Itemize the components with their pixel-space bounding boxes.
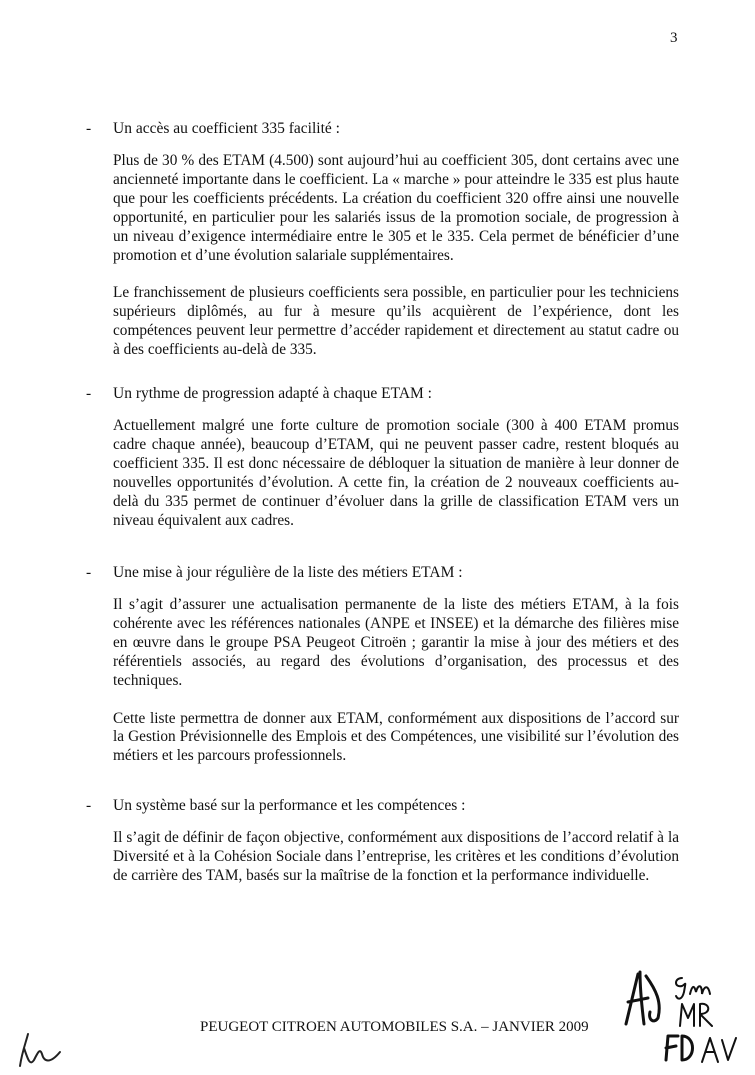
paragraph: Cette liste permettra de donner aux ETAM, conformément aux dispositions de l’accord sur la Gestion Prévisionnelle des Emplois et des Compétences, une visibilité sur l’évolution des métiers et les parcours professionnels. [113,709,679,765]
section-coefficient-335 [0,118,755,360]
paragraph: Il s’agit de définir de façon objective, conformément aux dispositions de l’accord relatif à la Diversité et à la Cohésion Sociale dans l’entreprise, les critères et les conditions d’évolution de carrière des TAM, basés sur la maîtrise de la fonction et la performance individuelle. [113,829,679,884]
handwritten-initials-av [700,1034,744,1064]
handwritten-initial-left [14,1030,64,1070]
section-heading: Un accès au coefficient 335 facilité : [113,120,340,137]
paragraph: Plus de 30 % des ETAM (4.500) sont aujourd’hui au coefficient 305, dont certains avec une ancienneté importante dans le coefficient. La « marche » pour atteindre le 335 est plus haute que pour les coefficients précédents. La création du coefficient 320 offre ainsi une nouvelle opportunité, en particulier pour les salariés issus de la promotion sociale, de progression à un niveau d’exigence intermédiaire entre le 305 et le 335. Cela permet de bénéficier d’une promotion et d’une évolution salariale supplémentaires. [113,152,679,264]
bullet-dash: - [86,120,92,137]
page-number: 3 [670,30,678,46]
section-performance-competences [0,795,755,886]
section-rythme-progression [0,383,755,530]
section-heading: Un système basé sur la performance et les compétences : [113,797,466,814]
handwritten-initials-mr [676,1000,718,1030]
section-heading: Une mise à jour régulière de la liste des métiers ETAM : [113,564,463,581]
handwritten-initials-fd [660,1032,700,1064]
section-heading: Un rythme de progression adapté à chaque ETAM : [113,385,432,402]
bullet-dash: - [86,797,92,814]
paragraph: Le franchissement de plusieurs coefficients sera possible, en particulier pour les techniciens supérieurs diplômés, au fur à mesure qu’ils acquièrent de l’expérience, dont les compétences peuvent leur permettre d’accéder rapidement et directement au statut cadre ou à des coefficients au-delà de 335. [113,284,679,359]
paragraph: Il s’agit d’assurer une actualisation permanente de la liste des métiers ETAM, à la fois cohérente avec les références nationales (ANPE et INSEE) et la démarche des filières mise en œuvre dans le groupe PSA Peugeot Citroën ; garantir la mise à jour des métiers et des référentiels associés, au regard des évolutions d’organisation, des processus et des techniques. [113,596,679,689]
paragraph: Actuellement malgré une forte culture de promotion sociale (300 à 400 ETAM promus cadre chaque année), beaucoup d’ETAM, qui ne peuvent passer cadre, restent bloqués au coefficient 335. Il est donc nécessaire de débloquer la situation de manière à leur donner de nouvelles opportunités d’évolution. A cette fin, la création de 2 nouveaux coefficients au-delà du 335 permet de continuer d’évoluer dans la grille de classification ETAM vers un niveau équivalent aux cadres. [113,417,679,529]
handwritten-signature [618,968,668,1028]
bullet-dash: - [86,385,92,402]
bullet-dash: - [86,564,92,581]
section-liste-metiers [0,562,755,766]
page-footer: PEUGEOT CITROEN AUTOMOBILES S.A. – JANVIER 2009 [200,1019,589,1035]
